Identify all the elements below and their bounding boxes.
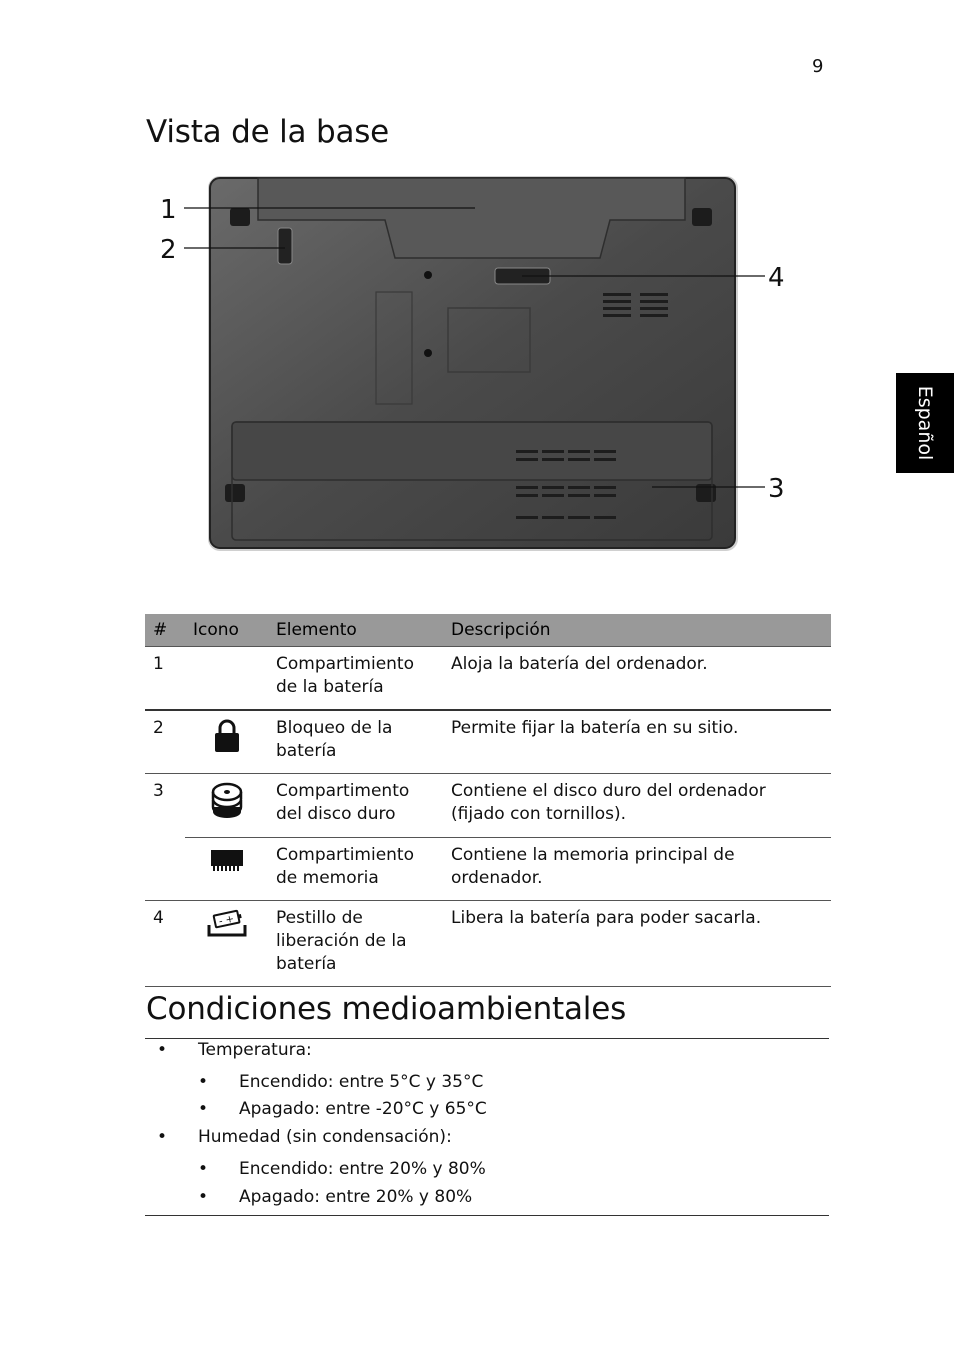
figure-label-1: 1 [160, 195, 177, 225]
header-number: # [145, 614, 185, 647]
hard-disk-icon [210, 782, 244, 820]
row-icon [185, 901, 268, 987]
table-row [145, 710, 831, 774]
condition-item: Apagado: entre 20% y 80% [239, 1187, 473, 1207]
header-icon: Icono [185, 614, 268, 647]
row-icon [185, 710, 268, 774]
row-element: Pestillo de liberación de la batería [268, 901, 443, 987]
row-description: Permite fijar la batería en su sitio. [443, 710, 831, 774]
figure-label-2: 2 [160, 235, 177, 265]
row-icon [185, 774, 268, 838]
memory-icon [210, 846, 244, 872]
header-description: Descripción [443, 614, 831, 647]
row-element: Compartimiento de la batería [268, 647, 443, 711]
condition-label: Temperatura: [198, 1040, 312, 1060]
bullet: • [198, 1072, 209, 1092]
svg-text:- +: - + [217, 913, 235, 928]
table-row [145, 774, 831, 838]
section-title-base-view: Vista de la base [146, 114, 390, 150]
bullet: • [198, 1099, 209, 1119]
row-element: Compartimiento de memoria [268, 838, 443, 901]
table-row [145, 838, 831, 901]
condition-item: Apagado: entre -20°C y 65°C [239, 1099, 487, 1119]
row-description: Libera la batería para poder sacarla. [443, 901, 831, 987]
row-description: Contiene el disco duro del ordenador (fijado con tornillos). [443, 774, 831, 838]
table-row [145, 647, 831, 711]
section-bottom-rule [145, 1215, 829, 1216]
bullet: • [198, 1159, 209, 1179]
component-table [145, 614, 831, 987]
condition-label: Humedad (sin condensación): [198, 1127, 452, 1147]
figure-label-4: 4 [768, 263, 785, 293]
rubber-foot [225, 484, 245, 502]
page-number: 9 [812, 56, 824, 77]
row-icon [185, 647, 268, 711]
bullet: • [157, 1040, 168, 1060]
condition-item: Encendido: entre 5°C y 35°C [239, 1072, 484, 1092]
rubber-foot [230, 208, 250, 226]
table-row [145, 901, 831, 987]
condition-item: Encendido: entre 20% y 80% [239, 1159, 486, 1179]
screw [424, 349, 432, 357]
battery-release-icon [207, 909, 247, 939]
row-description: Aloja la batería del ordenador. [443, 647, 831, 711]
row-description: Contiene la memoria principal de ordenador. [443, 838, 831, 901]
language-tab-label: Español [914, 385, 936, 461]
row-icon [185, 838, 268, 901]
row-number: 4 [145, 901, 185, 987]
row-number: 2 [145, 710, 185, 774]
rubber-foot [692, 208, 712, 226]
laptop-bottom-illustration [150, 170, 800, 565]
section-top-rule [145, 1038, 829, 1039]
row-number: 3 [153, 781, 164, 801]
row-number [145, 838, 185, 901]
bullet: • [198, 1187, 209, 1207]
row-element: Compartimento del disco duro [268, 774, 443, 838]
lock-icon [214, 719, 240, 753]
battery-lock-switch [278, 228, 292, 264]
language-tab [896, 373, 954, 473]
table-header-row [145, 614, 831, 647]
figure-label-3: 3 [768, 474, 785, 504]
row-element: Bloqueo de la batería [268, 710, 443, 774]
row-number: 1 [145, 647, 185, 711]
screw [424, 271, 432, 279]
section-title-environmental: Condiciones medioambientales [146, 991, 627, 1027]
header-element: Elemento [268, 614, 443, 647]
bullet: • [157, 1127, 168, 1147]
hard-disk-bay [232, 422, 712, 480]
